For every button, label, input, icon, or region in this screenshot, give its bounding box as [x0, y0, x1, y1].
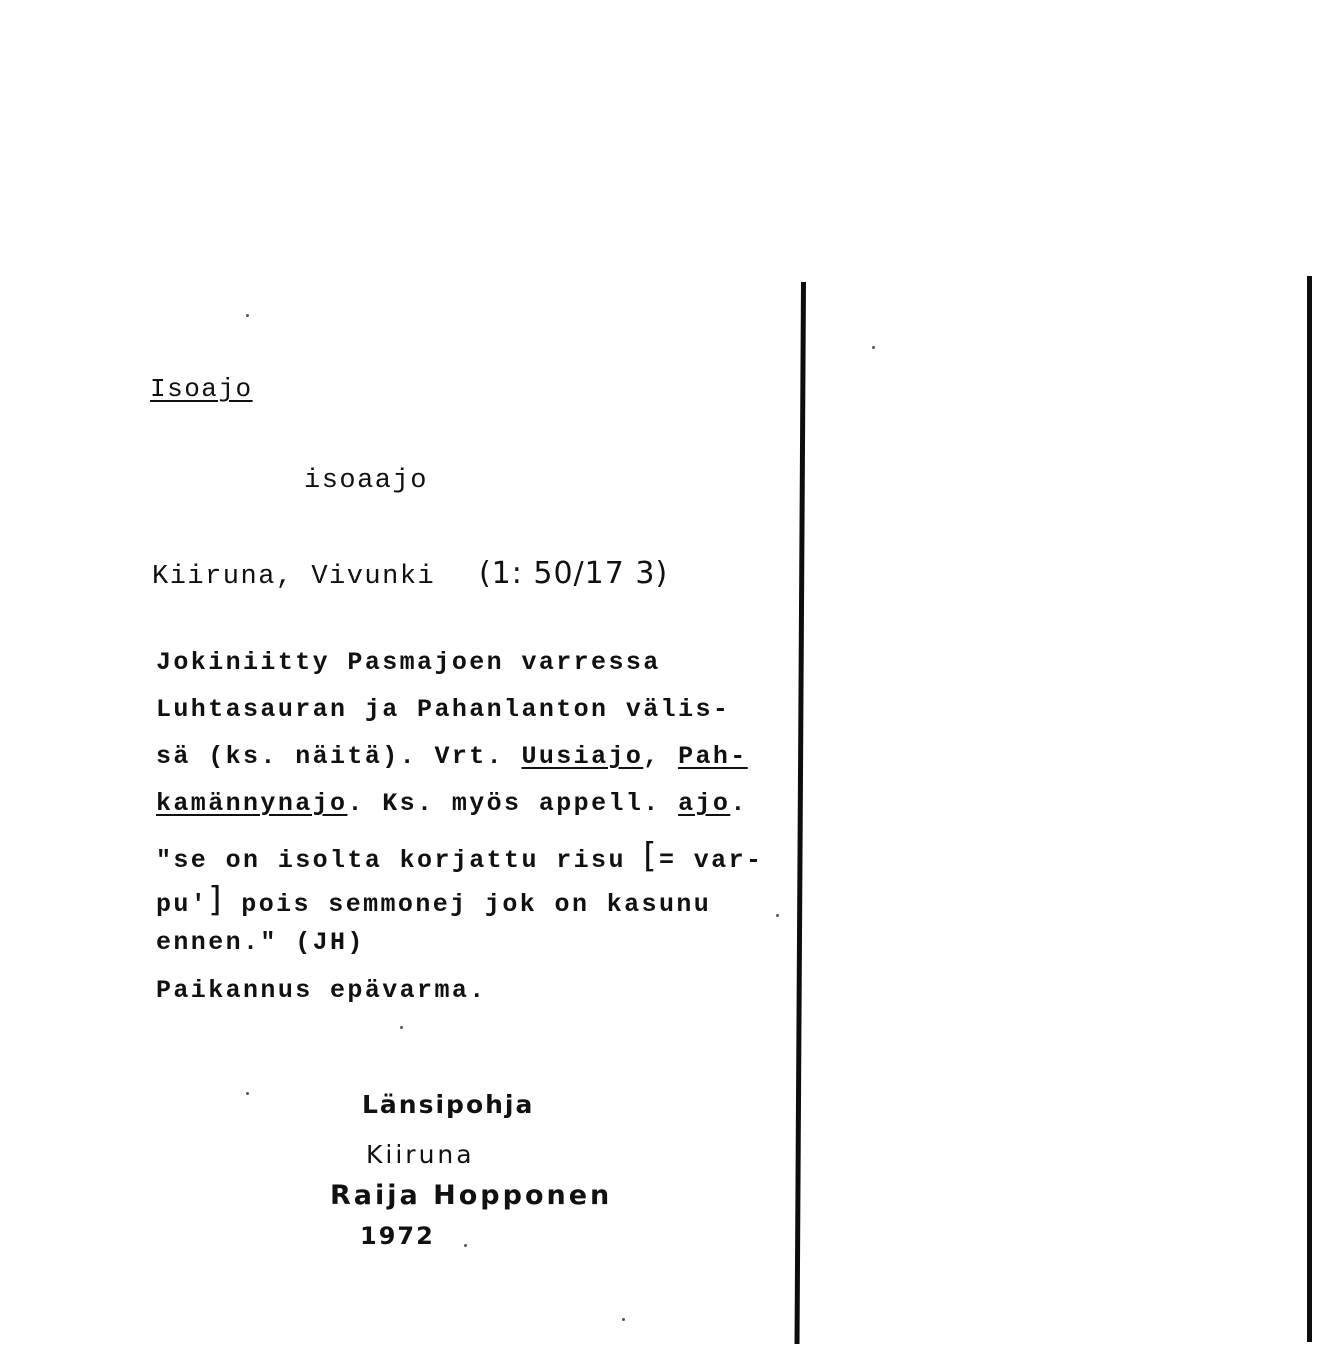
quote-text: "se on isolta korjattu risu: [156, 846, 644, 875]
description-text: . Ks. myös appell.: [347, 789, 679, 818]
description-text: ,: [643, 742, 679, 771]
cross-reference-pahkamannynajo-end: kamännynajo: [156, 789, 348, 818]
description-line-8: Paikannus epävarma.: [156, 976, 487, 1005]
stamp-collector: Raija Hopponen: [330, 1180, 613, 1211]
close-bracket: ]: [208, 880, 224, 920]
stamp-region: Länsipohja: [362, 1090, 535, 1119]
quote-gloss: pu': [156, 890, 209, 919]
scan-speck: [776, 914, 779, 917]
stamp-year: 1972: [360, 1222, 435, 1250]
description-line-3: [156, 742, 748, 771]
headword: Isoajo: [150, 374, 253, 404]
stamp-municipality: Kiiruna: [366, 1140, 475, 1169]
description-line-6: [156, 880, 711, 920]
description-line-7: ennen." (JH): [156, 928, 365, 957]
source-reference: (1: 50/17 3): [478, 556, 669, 591]
scan-speck: [246, 314, 249, 317]
description-line-4: [156, 789, 748, 818]
pronunciation: isoaajo: [304, 466, 428, 496]
cross-reference-uusiajo: Uusiajo: [521, 742, 644, 771]
description-line-2: Luhtasauran ja Pahanlanton välis-: [156, 695, 731, 724]
scan-speck: [622, 1318, 625, 1321]
quote-text: pois semmonej jok on kasunu: [223, 890, 712, 919]
description-line-5: [156, 836, 763, 876]
description-text: .: [730, 789, 748, 818]
cross-reference-ajo: ajo: [678, 789, 731, 818]
cross-reference-pahkamannynajo-start: Pah-: [678, 742, 748, 771]
open-bracket: [: [643, 836, 659, 876]
scan-speck: [400, 1026, 403, 1029]
scan-speck: [872, 346, 875, 349]
description-line-1: Jokiniitty Pasmajoen varressa: [156, 648, 661, 677]
location: Kiiruna, Vivunki: [152, 562, 436, 592]
scan-speck: [246, 1092, 249, 1095]
description-text: sä (ks. näitä). Vrt.: [156, 742, 522, 771]
card-edge-line: [1307, 276, 1312, 1342]
scan-speck: [464, 1244, 467, 1247]
quote-gloss: = var-: [658, 846, 764, 875]
card-divider-line: [795, 282, 806, 1344]
location-line: [152, 556, 668, 592]
